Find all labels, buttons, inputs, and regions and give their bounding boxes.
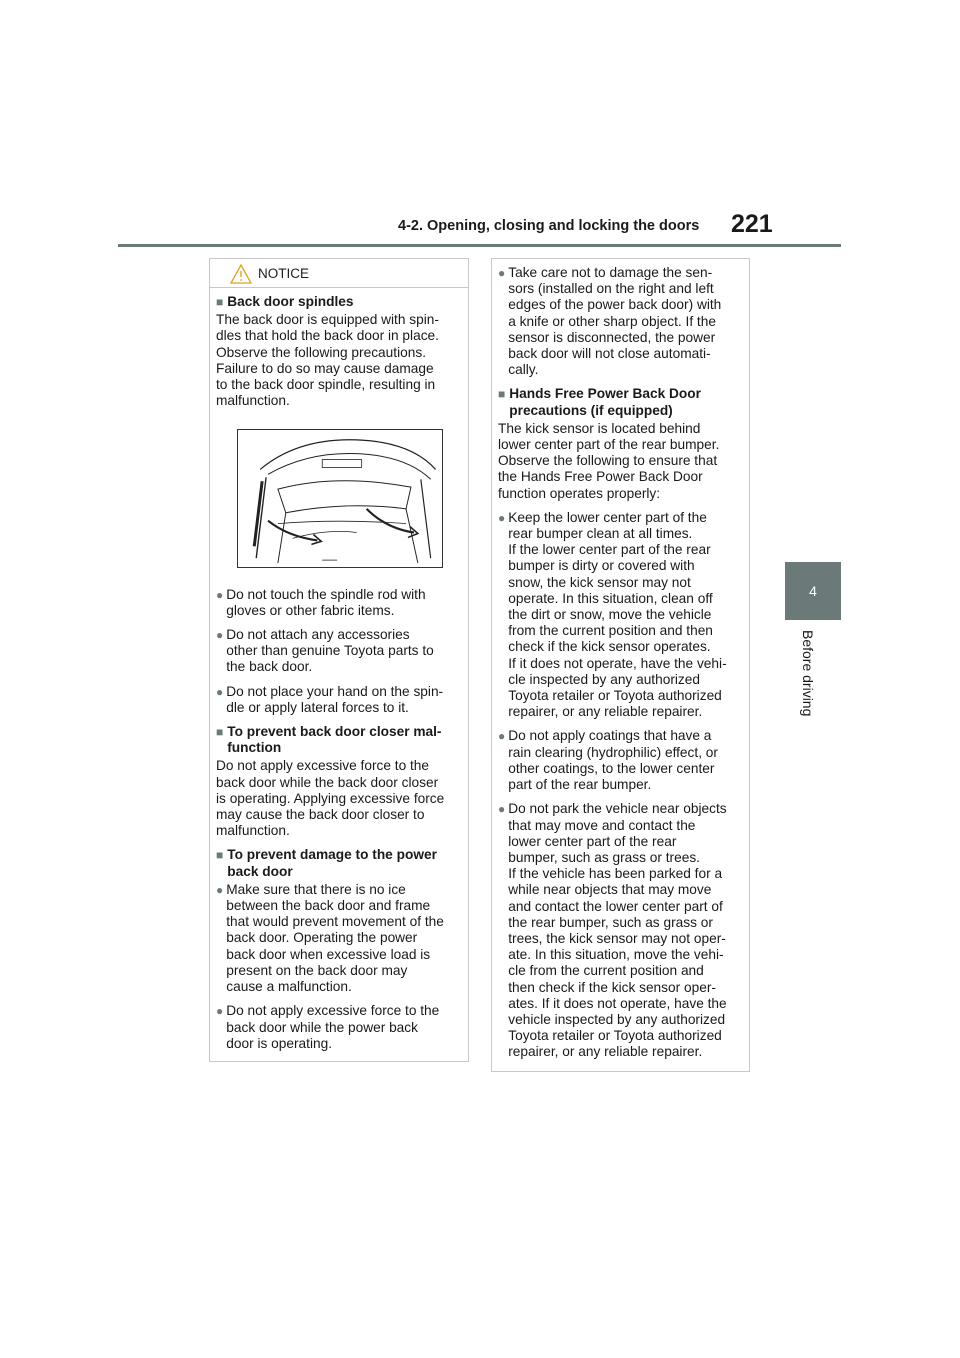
header-title: 4-2. Opening, closing and locking the doors bbox=[398, 218, 700, 234]
bullet-item bbox=[216, 882, 462, 995]
back-door-spindle-illustration bbox=[237, 429, 443, 568]
subheading-text: Hands Free Power Back Door precautions (if equipped) bbox=[509, 386, 701, 418]
bullet-item bbox=[216, 684, 462, 716]
header-rule bbox=[118, 244, 841, 247]
bullet-dot-icon: ● bbox=[498, 802, 506, 817]
kick-sensor-paragraph: The kick sensor is located behind lower center part of the rear bumper. Observe the following to ensure that the Hands Free Power Back Door function operates properly: bbox=[498, 420, 720, 501]
bullet-text: Do not touch the spindle rod with gloves or other fabric items. bbox=[226, 586, 426, 618]
bullet-dot-icon: ● bbox=[216, 628, 224, 643]
bullet-text: Take care not to damage the sen- sors (installed on the right and left edges of the power back door) with a knife or other sharp object. If the sensor is disconnected, the power back door will not close automati- cally. bbox=[508, 265, 722, 378]
bullet-item bbox=[498, 801, 743, 1060]
bullet-dot-icon: ● bbox=[216, 587, 224, 602]
subheading-back-door-closer bbox=[216, 724, 462, 756]
bullet-text: Do not apply coatings that have a rain clearing (hydrophilic) effect, or other coatings, to the lower center part of the rear bumper. bbox=[508, 728, 718, 793]
subheading-power-back-door bbox=[216, 847, 462, 879]
bullet-item bbox=[216, 587, 462, 619]
bullet-dot-icon: ● bbox=[498, 510, 506, 525]
chapter-label: Before driving bbox=[800, 630, 816, 717]
bullet-item bbox=[498, 265, 743, 378]
notice-header bbox=[210, 259, 468, 288]
bullet-dot-icon: ● bbox=[216, 1004, 224, 1019]
bullet-text: Do not apply excessive force to the back door while the power back door is operating. bbox=[226, 1003, 440, 1051]
bullet-item bbox=[498, 510, 743, 721]
subheading-back-door-spindles bbox=[216, 294, 462, 310]
bullet-dot-icon: ● bbox=[216, 684, 224, 699]
bullet-text: Do not place your hand on the spin- dle or apply lateral forces to it. bbox=[226, 683, 444, 715]
bullet-dot-icon: ● bbox=[216, 882, 224, 897]
bullet-item bbox=[216, 1003, 462, 1052]
chapter-tab[interactable]: 4 bbox=[785, 562, 841, 620]
square-bullet-icon: ■ bbox=[498, 387, 506, 402]
notice-label: NOTICE bbox=[258, 266, 310, 281]
square-bullet-icon: ■ bbox=[216, 725, 224, 740]
notice-box-continued bbox=[491, 258, 750, 1072]
subheading-text: To prevent back door closer mal- function bbox=[227, 724, 442, 756]
bullet-item bbox=[498, 728, 743, 793]
notice-box bbox=[209, 258, 469, 1062]
spindles-paragraph: The back door is equipped with spin- dles that hold the back door in place. Observe the following precautions. Failure to do so may cause damage to the back door spindle, resulting in malfunction. bbox=[216, 312, 439, 409]
bullet-text: Do not attach any accessories other than genuine Toyota parts to the back door. bbox=[226, 627, 434, 675]
page-number: 221 bbox=[731, 210, 773, 238]
bullet-text: Keep the lower center part of the rear bumper clean at all times. If the lower center part of the rear bumper is dirty or covered with snow, the kick sensor may not operate. In this situation, clean off the dirt or snow, move the vehicle from the current position and then check if the kick sensor operates. If it does not operate, have the vehi- cle inspected by any authorized Toyota retailer or Toyota authorized repairer, or any reliable repairer. bbox=[508, 509, 727, 720]
subheading-hands-free bbox=[498, 386, 743, 418]
warning-triangle-icon bbox=[230, 264, 252, 284]
square-bullet-icon: ■ bbox=[216, 295, 224, 309]
bullet-item bbox=[216, 627, 462, 676]
closer-paragraph: Do not apply excessive force to the back door while the back door closer is operating. Applying excessive force may cause the back door closer to malfunction. bbox=[216, 758, 445, 839]
bullet-text: Make sure that there is no ice between the back door and frame that would prevent movement of the back door. Operating the power back door when excessive load is present on the back door may cause a malfunction. bbox=[226, 881, 444, 995]
subheading-text: To prevent damage to the power back door bbox=[227, 847, 437, 879]
bullet-text: Do not park the vehicle near objects that may move and contact the lower center part of the rear bumper, such as grass or trees. If the vehicle has been parked for a while near objects that may move and contact the lower center part of the rear bumper, such as grass or trees, the kick sensor may not oper- ate. In this situation, move the vehi- cle from the current position and then check if the kick sensor oper- ates. If it does not operate, have the vehicle inspected by any authorized Toyota retailer or Toyota authorized repairer, or any reliable repairer. bbox=[508, 801, 727, 1060]
bullet-dot-icon: ● bbox=[498, 729, 506, 744]
subheading-text: Back door spindles bbox=[227, 294, 354, 309]
square-bullet-icon: ■ bbox=[216, 848, 224, 863]
bullet-dot-icon: ● bbox=[498, 266, 506, 280]
